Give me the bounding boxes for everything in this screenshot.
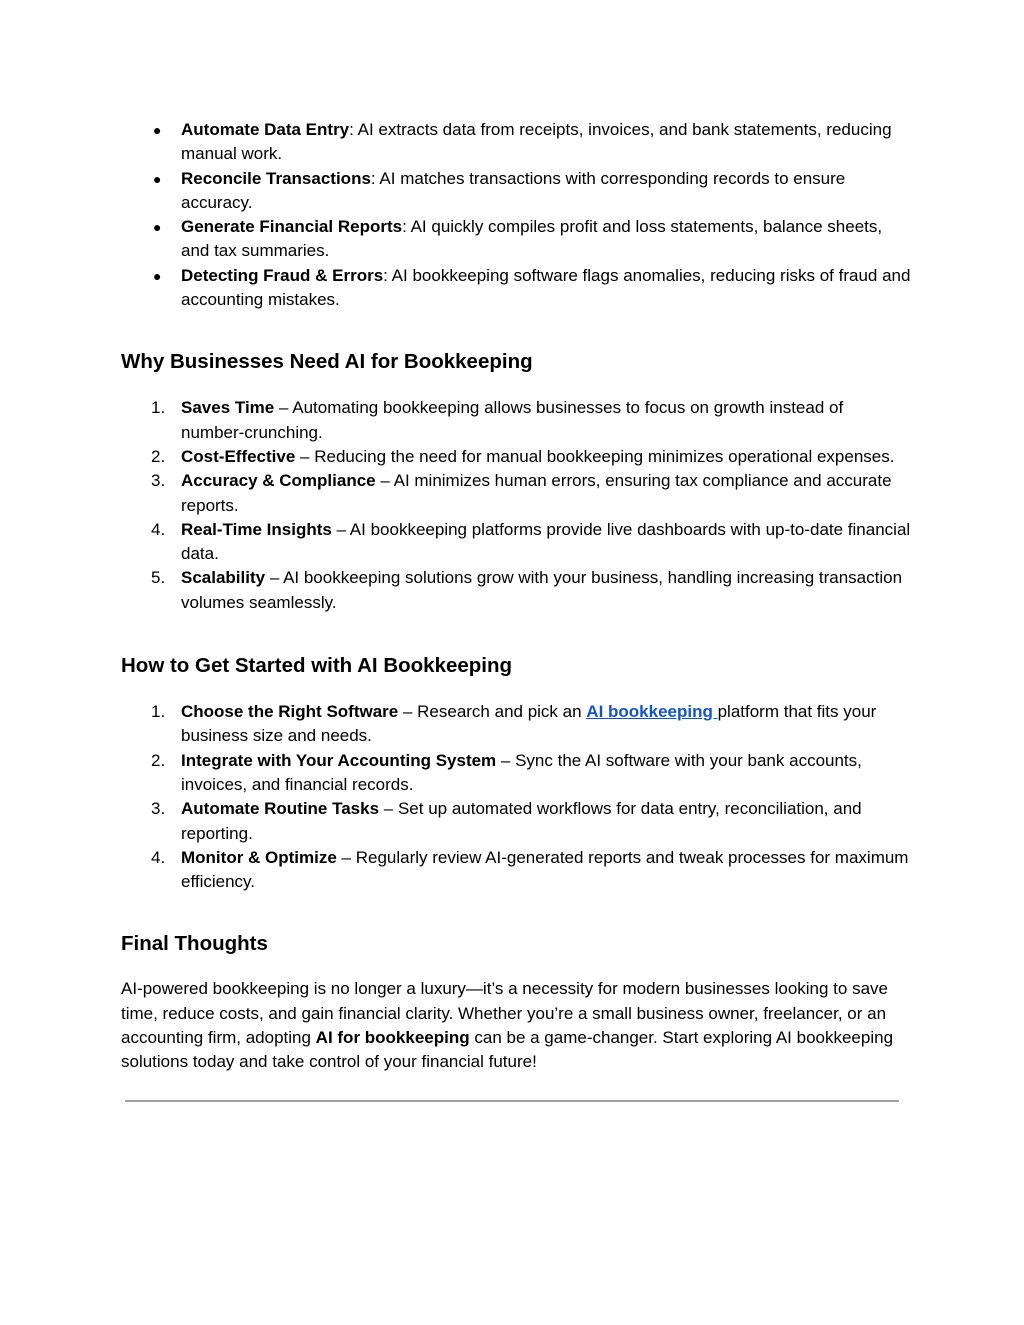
item-title: Automate Routine Tasks (181, 799, 380, 819)
list-item (121, 846, 911, 895)
section-heading-final-thoughts: Final Thoughts (121, 932, 268, 956)
item-title: Automate Data Entry (181, 120, 350, 139)
list-item (121, 469, 911, 518)
bullet-marker: ● (153, 170, 162, 187)
list-item (121, 264, 911, 313)
item-text: – Reducing the need for manual bookkeeping minimizes operational expenses. (295, 446, 895, 466)
document-page (121, 118, 911, 1075)
list-item (121, 749, 911, 798)
number-marker: 4. (151, 847, 166, 867)
paragraph-text: AI-powered bookkeeping is no longer a luxury—it’s a necessity for modern businesses looking to save time, reduce costs, and gain financial clarity. Whether you’re a small business owner, freelancer, or an accounting firm, adopting (121, 979, 888, 1048)
list-item (121, 215, 911, 264)
section-heading-why: Why Businesses Need AI for Bookkeeping (121, 350, 533, 374)
feature-list (121, 118, 911, 312)
horizontal-divider (125, 1100, 899, 1102)
item-text: – Regularly review AI-generated reports and tweak processes for maximum efficiency. (181, 847, 909, 892)
item-text: : AI extracts data from receipts, invoices, and bank statements, reducing manual work. (181, 120, 892, 164)
item-title: Integrate with Your Accounting System (181, 750, 497, 770)
item-text: platform that fits your business size and needs. (181, 702, 877, 746)
list-item (121, 167, 911, 216)
item-text: : AI matches transactions with corresponding records to ensure accuracy. (181, 168, 846, 212)
list-item (121, 566, 911, 615)
bullet-marker: ● (153, 122, 162, 138)
item-title: Reconcile Transactions (181, 168, 371, 188)
list-item (121, 700, 911, 749)
item-title: Accuracy & Compliance (181, 471, 376, 491)
item-text: – Sync the AI software with your bank accounts, invoices, and financial records. (181, 750, 862, 794)
number-marker: 3. (151, 471, 166, 491)
number-marker: 1. (151, 702, 166, 722)
bullet-marker: ● (153, 267, 162, 284)
number-marker: 2. (151, 446, 166, 466)
list-item (121, 396, 911, 445)
final-paragraph (121, 977, 911, 1074)
item-title: Monitor & Optimize (181, 847, 337, 867)
item-text: – Research and pick an (398, 702, 587, 722)
paragraph-text: can be a game-changer. Start exploring AI bookkeeping solutions today and take control of your financial future! (121, 1028, 894, 1072)
item-title: Scalability (181, 568, 266, 588)
item-title: Generate Financial Reports (181, 217, 403, 237)
ai-bookkeeping-link[interactable]: AI bookkeeping (586, 702, 718, 722)
get-started-list (121, 700, 911, 894)
item-text: : AI quickly compiles profit and loss statements, balance sheets, and tax summaries. (181, 217, 883, 261)
list-item (121, 797, 911, 846)
number-marker: 2. (151, 750, 166, 770)
item-text: : AI bookkeeping software flags anomalies, reducing risks of fraud and accounting mistakes. (181, 265, 911, 310)
item-text: – AI bookkeeping platforms provide live dashboards with up-to-date financial data. (181, 519, 911, 564)
section-heading-get-started: How to Get Started with AI Bookkeeping (121, 654, 513, 678)
number-marker: 4. (151, 519, 166, 539)
item-text: – Set up automated workflows for data entry, reconciliation, and reporting. (181, 799, 862, 843)
number-marker: 5. (151, 568, 166, 588)
list-item (121, 118, 911, 167)
item-title: Saves Time (181, 398, 275, 418)
item-text: – AI bookkeeping solutions grow with your business, handling increasing transaction volumes seamlessly. (181, 568, 903, 612)
number-marker: 1. (151, 398, 166, 418)
list-item (121, 518, 911, 567)
item-title: Cost-Effective (181, 446, 296, 466)
item-title: Real-Time Insights (181, 519, 332, 539)
item-title: Choose the Right Software (181, 702, 399, 722)
list-item (121, 445, 911, 469)
bullet-marker: ● (153, 219, 162, 236)
item-text: – AI minimizes human errors, ensuring tax compliance and accurate reports. (181, 471, 892, 515)
paragraph-bold: AI for bookkeeping (315, 1028, 470, 1048)
item-text: – Automating bookkeeping allows businesses to focus on growth instead of number-crunching. (181, 398, 844, 442)
item-title: Detecting Fraud & Errors (181, 265, 384, 285)
number-marker: 3. (151, 799, 166, 819)
why-list (121, 396, 911, 615)
